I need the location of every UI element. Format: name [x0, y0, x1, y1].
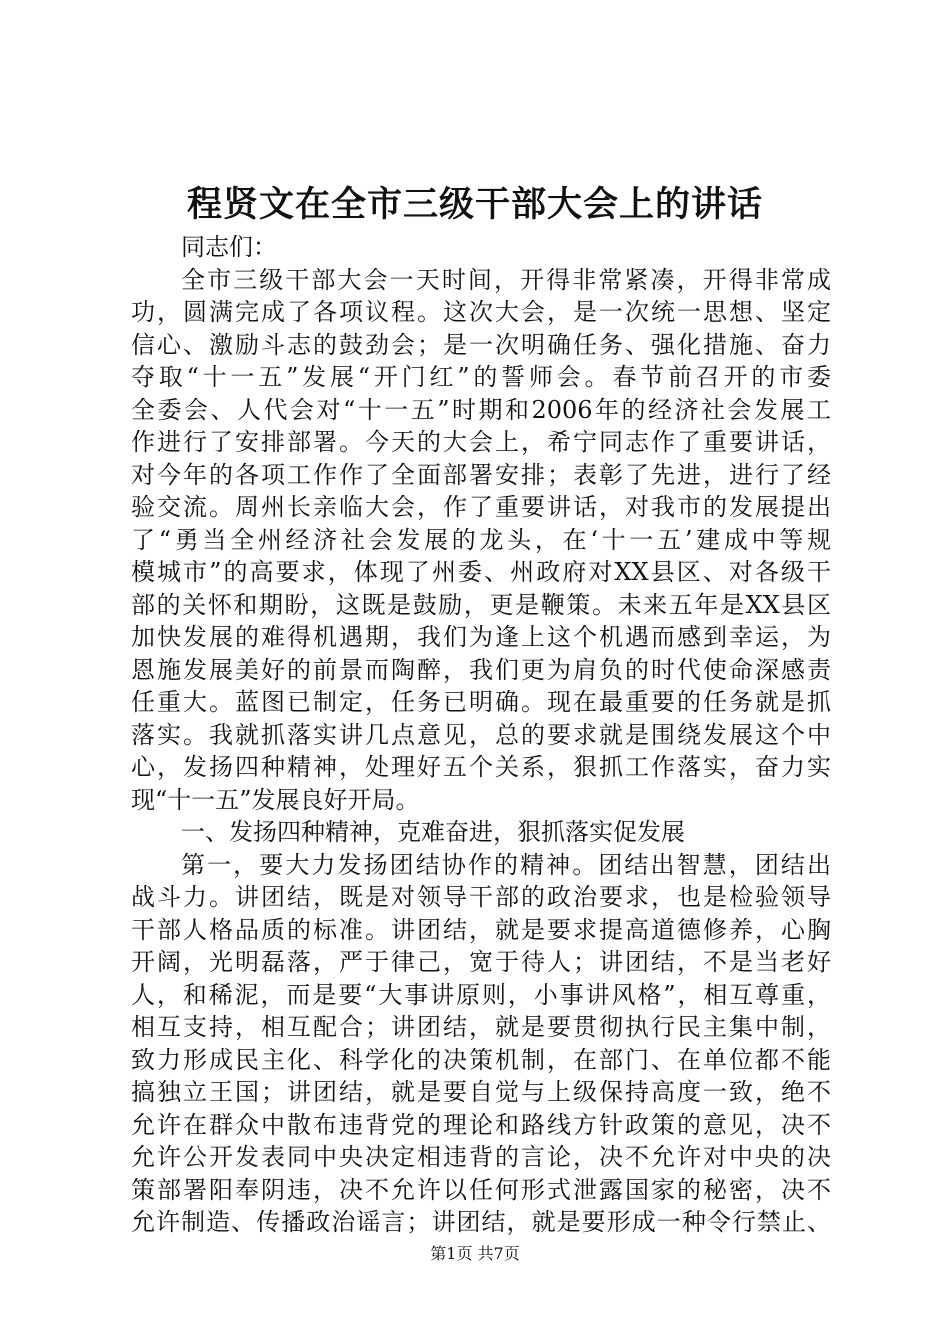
paragraph-line: 开阔，光明磊落，严于律己，宽于待人；讲团结，不是当老好	[131, 948, 831, 976]
paragraph-line: 战斗力。讲团结，既是对领导干部的政治要求，也是检验领导	[131, 883, 831, 911]
paragraph-line: 信心、激励斗志的鼓劲会；是一次明确任务、强化措施、奋力	[131, 330, 831, 359]
paragraph-line: 搞独立王国；讲团结，就是要自觉与上级保持高度一致，绝不	[131, 1078, 831, 1106]
paragraph-line: 恩施发展美好的前景而陶醉，我们更为肩负的时代使命深感责	[131, 655, 831, 684]
paragraph-line: 第一，要大力发扬团结协作的精神。团结出智慧，团结出	[181, 850, 831, 879]
paragraph-line: 致力形成民主化、科学化的决策机制，在部门、在单位都不能	[131, 1045, 831, 1074]
paragraph-line: 作进行了安排部署。今天的大会上，希宁同志作了重要讲话，	[131, 428, 831, 456]
salutation-line: 同志们：	[181, 233, 277, 261]
paragraph-line: 了“勇当全州经济社会发展的龙头，在‘十一五’建成中等规	[131, 525, 831, 554]
paragraph-line: 干部人格品质的标准。讲团结，就是要求提高道德修养，心胸	[131, 915, 831, 944]
paragraph-line: 对今年的各项工作作了全面部署安排；表彰了先进，进行了经	[131, 460, 831, 489]
document-body	[131, 231, 831, 1239]
paragraph-line: 相互支持，相互配合；讲团结，就是要贯彻执行民主集中制，	[131, 1013, 831, 1041]
paragraph-line: 人，和稀泥，而是要“大事讲原则，小事讲风格”，相互尊重，	[131, 980, 831, 1009]
paragraph-line: 允许公开发表同中央决定相违背的言论，决不允许对中央的决	[131, 1143, 831, 1171]
paragraph-line: 全委会、人代会对“十一五”时期和2006年的经济社会发展工	[131, 395, 831, 424]
paragraph-line: 模城市”的高要求，体现了州委、州政府对XX县区、对各级干	[131, 558, 831, 586]
section-heading: 一、发扬四种精神，克难奋进，狠抓落实促发展	[181, 818, 685, 846]
page-number-footer: 第1页 共7页	[430, 1244, 520, 1263]
paragraph-line: 策部署阳奉阴违，决不允许以任何形式泄露国家的秘密，决不	[131, 1175, 831, 1204]
paragraph-line: 允许在群众中散布违背党的理论和路线方针政策的意见，决不	[131, 1110, 831, 1139]
paragraph-line: 心，发扬四种精神，处理好五个关系，狠抓工作落实，奋力实	[131, 753, 831, 781]
paragraph-line: 部的关怀和期盼，这既是鼓励，更是鞭策。未来五年是XX县区	[131, 590, 831, 619]
paragraph-line: 落实。我就抓落实讲几点意见，总的要求就是围绕发展这个中	[131, 720, 831, 749]
paragraph-last-line: 现“十一五”发展良好开局。	[131, 785, 420, 814]
document-title: 程贤文在全市三级干部大会上的讲话	[186, 184, 763, 225]
paragraph-line: 加快发展的难得机遇期，我们为逢上这个机遇而感到幸运，为	[131, 623, 831, 651]
paragraph-line: 夺取“十一五”发展“开门红”的誓师会。春节前召开的市委	[131, 363, 831, 391]
paragraph-line: 允许制造、传播政治谣言；讲团结，就是要形成一种令行禁止、	[131, 1208, 831, 1236]
paragraph-line: 功，圆满完成了各项议程。这次大会，是一次统一思想、坚定	[131, 298, 831, 326]
paragraph-line: 全市三级干部大会一天时间，开得非常紧凑，开得非常成	[181, 265, 831, 294]
paragraph-line: 任重大。蓝图已制定，任务已明确。现在最重要的任务就是抓	[131, 688, 831, 716]
paragraph-line: 验交流。周州长亲临大会，作了重要讲话，对我市的发展提出	[131, 493, 831, 521]
